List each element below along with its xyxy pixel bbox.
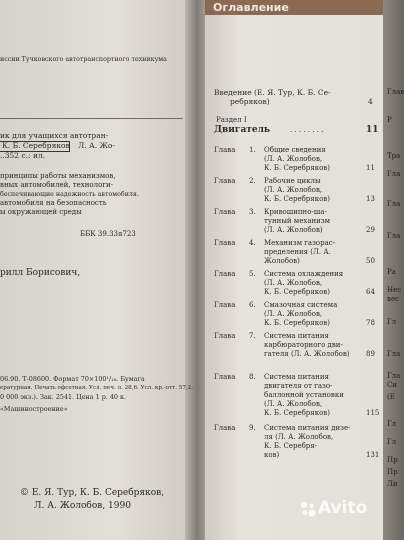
toc-chapter-title-line: К. Б. Серебряков) xyxy=(264,409,330,417)
toc-chapter-page: 11 xyxy=(366,164,375,172)
toc-chapter-title-line: Общие сведения xyxy=(264,146,326,154)
toc-chapter-title-line: К. Б. Серебряков) xyxy=(264,164,330,172)
toc-chapter-page: 131 xyxy=(366,451,380,459)
toc-chapter-title-line: (Л. А. Жолобов) xyxy=(264,226,323,234)
toc-chapter-title-line: Механизм газорас- xyxy=(264,239,336,247)
toc-chapter-title-line: (Л. А. Жолобов, xyxy=(264,186,323,194)
toc-section-page: 11 xyxy=(366,125,379,135)
left-copyright-line2: Л. А. Жолобов, 1990 xyxy=(34,501,131,511)
toc-chapter-page: 115 xyxy=(366,409,380,417)
toc-chapter-num: 3. xyxy=(249,208,256,216)
toc-chapter-title-line: Система питания дизе- xyxy=(264,424,351,432)
left-para1-line2: Л. А. Жо- xyxy=(78,141,115,150)
next-page-fragment: Ли xyxy=(387,480,398,488)
toc-chapter-label: Глава xyxy=(214,332,236,340)
next-page-fragment: Гл xyxy=(387,318,397,326)
toc-chapter-num: 9. xyxy=(249,424,256,432)
next-page-fragment: Гл xyxy=(387,420,397,428)
toc-section-label: Раздел I xyxy=(216,116,247,124)
left-imprint-line2: ературная. Печать офсетная. Усл. печ. л. 28,6. Усл. кр.-отт. 57,2. xyxy=(0,385,193,391)
next-page-fragment: Гла xyxy=(387,350,401,358)
toc-chapter-title-line: Смазочная система xyxy=(264,301,338,309)
left-imprint-line3: 0 000 экз.). Зак. 2541. Цена 1 р. 40 к. xyxy=(0,393,127,401)
toc-chapter-title-line: гателя (Л. А. Жолобов) xyxy=(264,350,350,358)
left-para2-line2: вных автомобилей, технологи- xyxy=(0,181,113,189)
left-copyright-line1: © Е. Я. Тур, К. Б. Серебряков, xyxy=(20,488,165,498)
toc-chapter-label: Глава xyxy=(214,424,236,432)
toc-chapter-label: Глава xyxy=(214,301,236,309)
toc-chapter-title-line: К. Б. Серебряков) xyxy=(264,319,330,327)
next-page-fragment: вес xyxy=(387,295,400,303)
toc-chapter-title-line: (Л. А. Жолобов, xyxy=(264,400,323,408)
toc-chapter-label: Глава xyxy=(214,177,236,185)
toc-chapter-title-line: К. Б. Серебряков) xyxy=(264,195,330,203)
avito-watermark: Avito xyxy=(318,498,368,518)
toc-chapter-num: 7. xyxy=(249,332,256,340)
toc-chapter-num: 8. xyxy=(249,373,256,381)
toc-chapter-title-line: ля (Л. А. Жолобов, xyxy=(264,433,334,441)
next-page-fragment: Гла xyxy=(387,372,401,380)
toc-chapter-num: 2. xyxy=(249,177,256,185)
toc-chapter-title-line: тунный механизм xyxy=(264,217,331,225)
toc-intro-line1: Введение (Е. Я. Тур, К. Б. Се- xyxy=(214,88,331,97)
left-para1-author: К. Б. Серебряков xyxy=(2,141,70,150)
toc-chapter-label: Глава xyxy=(214,146,236,154)
toc-chapter-title-line: К. Б. Серебряков) xyxy=(264,288,330,296)
left-rule xyxy=(0,118,183,119)
next-page-fragment: Р xyxy=(387,116,392,124)
left-bbk: ББК 39.33я723 xyxy=(80,230,136,238)
toc-chapter-page: 50 xyxy=(366,257,375,265)
toc-section-title: Двигатель xyxy=(214,125,271,135)
next-page-fragment: Пр xyxy=(387,456,398,464)
toc-chapter-title-line: ков) xyxy=(264,451,280,459)
toc-intro-line2: ребряков) xyxy=(230,97,270,106)
toc-chapter-title-line: баллонной установки xyxy=(264,391,344,399)
toc-chapter-num: 5. xyxy=(249,270,256,278)
toc-chapter-num: 6. xyxy=(249,301,256,309)
toc-chapter-page: 29 xyxy=(366,226,375,234)
next-page-fragment: Гла xyxy=(387,170,401,178)
toc-intro-page: 4 xyxy=(368,97,373,106)
left-para2-line1: принципы работы механизмов, xyxy=(0,172,116,180)
left-para1-line3: ..352 с.: ил. xyxy=(0,151,46,160)
toc-chapter-title-line: пределения (Л. А. xyxy=(264,248,331,256)
toc-chapter-page: 78 xyxy=(366,319,375,327)
left-para2-line5: ы окружающей среды xyxy=(0,208,82,216)
left-top-line: иссии Тучковского автотранспортного техникума xyxy=(0,56,167,63)
toc-chapter-label: Глава xyxy=(214,270,236,278)
left-para2-line4: автомобиля на безопасность xyxy=(0,199,107,207)
next-page-fragment: Ра xyxy=(387,268,396,276)
toc-chapter-page: 89 xyxy=(366,350,375,358)
toc-chapter-title-line: Система охлаждения xyxy=(264,270,344,278)
avito-logo-icon xyxy=(299,500,317,518)
toc-chapter-title-line: К. Б. Серебря- xyxy=(264,442,318,450)
toc-chapter-title-line: Рабочие циклы xyxy=(264,177,321,185)
left-para2-line3: беспечивающие надежность автомобиля. xyxy=(0,191,139,198)
next-page-fragment: Гла xyxy=(387,200,401,208)
toc-chapter-title-line: (Л. А. Жолобов, xyxy=(264,279,323,287)
toc-chapter-num: 1. xyxy=(249,146,256,154)
toc-chapter-title-line: Кривошипно-ша- xyxy=(264,208,327,216)
next-page-fragment: Гл xyxy=(387,438,397,446)
toc-chapter-page: 13 xyxy=(366,195,375,203)
toc-chapter-label: Глава xyxy=(214,373,236,381)
left-para1-line1: ик для учащихся автотран- xyxy=(0,131,109,140)
toc-chapter-title-line: Жолобов) xyxy=(264,257,300,265)
toc-header: Оглавление xyxy=(213,1,289,14)
next-page-fragment: Си xyxy=(387,381,398,389)
next-page-fragment: Тра xyxy=(387,152,401,160)
next-page-fragment: Глав xyxy=(387,88,404,96)
book-gutter xyxy=(185,0,207,540)
left-imprint-line4: «Машиностроение» xyxy=(0,405,68,413)
toc-chapter-title-line: Система питания xyxy=(264,332,329,340)
toc-chapter-num: 4. xyxy=(249,239,256,247)
toc-chapter-page: 64 xyxy=(366,288,375,296)
toc-chapter-title-line: (Л. А. Жолобов, xyxy=(264,310,323,318)
toc-section-dots: . . . . . . . . xyxy=(290,126,324,134)
next-page-fragment: (Е xyxy=(387,393,395,401)
toc-chapter-title-line: (Л. А. Жолобов, xyxy=(264,155,323,163)
toc-chapter-label: Глава xyxy=(214,208,236,216)
next-page-fragment: Нес xyxy=(387,286,402,294)
next-page-fragment: Пр xyxy=(387,468,398,476)
toc-header-bar xyxy=(205,0,383,15)
toc-chapter-title-line: Система питания xyxy=(264,373,329,381)
toc-chapter-label: Глава xyxy=(214,239,236,247)
left-editor: рилл Борисович, xyxy=(0,268,81,278)
next-page-fragment: Гла xyxy=(387,232,401,240)
left-imprint-line1: 06.90. Т-08600. Формат 70×100¹/₁₆. Бумага xyxy=(0,375,145,383)
toc-chapter-title-line: двигателя от газо- xyxy=(264,382,333,390)
toc-chapter-title-line: карбюраторного дви- xyxy=(264,341,343,349)
